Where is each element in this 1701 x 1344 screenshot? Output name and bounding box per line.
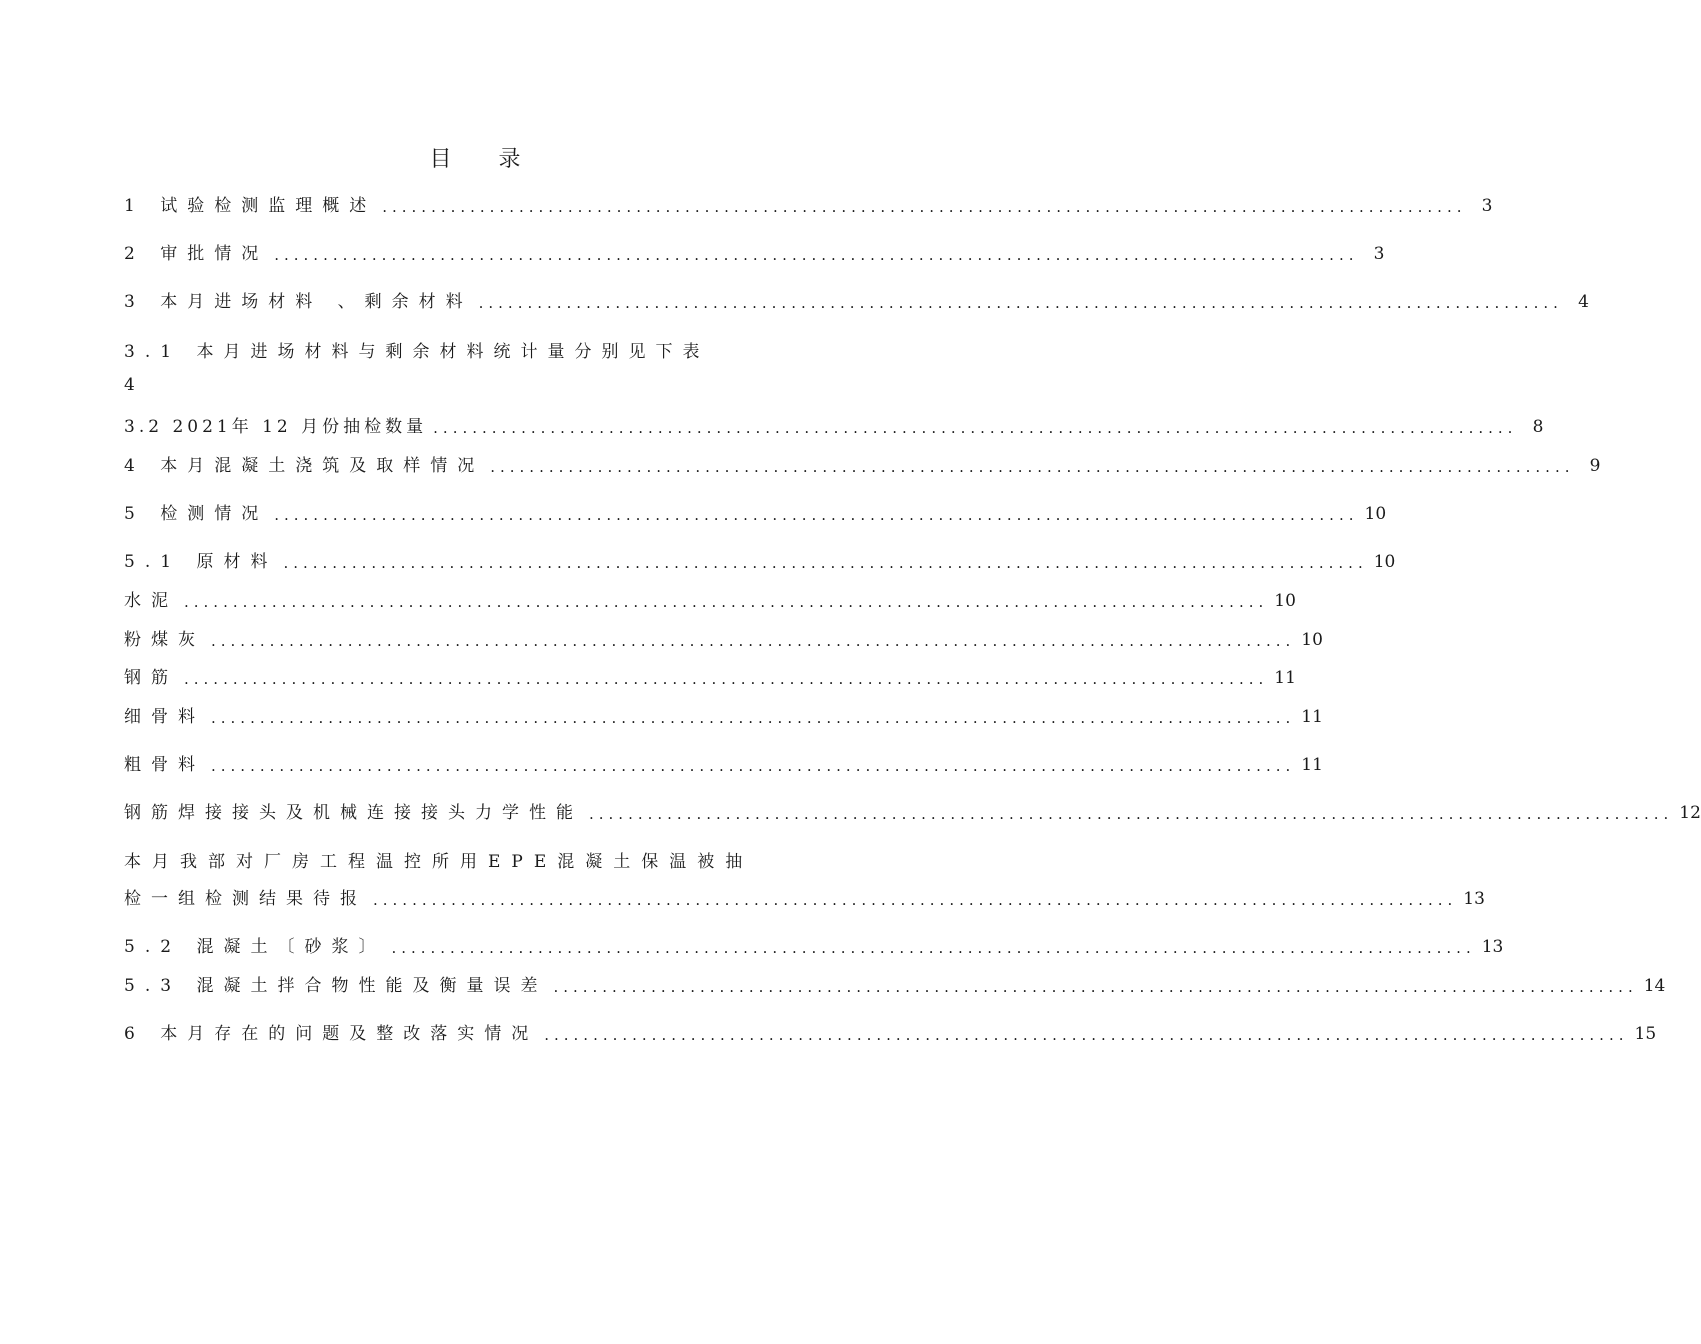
toc-entry[interactable] bbox=[124, 288, 1589, 312]
toc-leader-dots: ............................................................................................................... bbox=[274, 506, 1359, 524]
toc-entry-label: 3 本月进场材料 、剩余材料 bbox=[124, 292, 473, 312]
toc-entry-page: 14 bbox=[1643, 976, 1666, 996]
toc-entry-label: 钢筋焊接接头及机械连接接头力学性能 bbox=[124, 803, 583, 823]
toc-leader-dots: ............................................................................................................... bbox=[391, 939, 1476, 957]
toc-entry-label: 3.2 2021年 12 月份抽检数量 bbox=[124, 417, 428, 437]
toc-leader-dots: ............................................................................................................... bbox=[184, 670, 1269, 688]
toc-entry-page: 11 bbox=[1301, 755, 1323, 775]
toc-entry-page: 4 bbox=[124, 375, 145, 395]
toc-entry[interactable] bbox=[124, 240, 1385, 264]
toc-entry-label: 6 本月存在的问题及整改落实情况 bbox=[124, 1024, 539, 1044]
toc-leader-dots: ............................................................................................................... bbox=[283, 554, 1368, 572]
toc-leader-dots: ............................................................................................................... bbox=[589, 805, 1674, 823]
toc-leader-dots: ............................................................................................................... bbox=[553, 978, 1638, 996]
toc-entry-label: 5.1 原材料 bbox=[124, 552, 278, 572]
toc-leader-dots: ............................................................................................................... bbox=[544, 1026, 1629, 1044]
toc-leader-dots: ............................................................................................................... bbox=[490, 458, 1575, 476]
toc-entry-page: 10 bbox=[1364, 504, 1387, 524]
toc-entry-label: 4 本月混凝土浇筑及取样情况 bbox=[124, 456, 485, 476]
toc-leader-dots: ............................................................................................................... bbox=[274, 246, 1359, 264]
toc-entry[interactable] bbox=[124, 664, 1296, 688]
toc-entry-label-line2: 检一组检测结果待报 bbox=[124, 889, 367, 909]
toc-entry[interactable] bbox=[124, 751, 1323, 775]
toc-leader-dots: ............................................................................................................... bbox=[184, 593, 1269, 611]
toc-leader-dots: ............................................................................................................... bbox=[211, 709, 1296, 727]
toc-entry[interactable] bbox=[124, 1020, 1657, 1044]
toc-entry-label: 5.3 混凝土拌合物性能及衡量误差 bbox=[124, 976, 548, 996]
toc-entry-page: 4 bbox=[1578, 292, 1589, 312]
toc-entry[interactable] bbox=[124, 548, 1396, 572]
toc-entry-page: 11 bbox=[1274, 668, 1296, 688]
toc-entry-label: 2 审批情况 bbox=[124, 244, 269, 264]
toc-entry[interactable] bbox=[124, 933, 1504, 957]
toc-entry-label: 水泥 bbox=[124, 591, 178, 611]
toc-entry-label: 粉煤灰 bbox=[124, 630, 205, 650]
toc-leader-dots: ............................................................................................................... bbox=[478, 294, 1563, 312]
toc-title: 目 录 bbox=[429, 147, 541, 172]
toc-entry-label-line1[interactable]: 本月我部对厂房工程温控所用EPE混凝土保温被抽 bbox=[124, 852, 754, 872]
toc-leader-dots: ............................................................................................................... bbox=[433, 419, 1518, 437]
toc-entry-page: 11 bbox=[1301, 707, 1323, 727]
toc-entry-label: 5 检测情况 bbox=[124, 504, 269, 524]
toc-entry-label[interactable]: 3.1 本月进场材料与剩余材料统计量分别见下表 bbox=[124, 342, 710, 362]
toc-entry-label: 5.2 混凝土〔砂浆〕 bbox=[124, 937, 386, 957]
toc-entry-page: 13 bbox=[1463, 889, 1485, 909]
toc-entry[interactable] bbox=[124, 703, 1323, 727]
toc-entry[interactable] bbox=[124, 972, 1666, 996]
toc-entry[interactable] bbox=[124, 799, 1701, 823]
toc-entry-page: 8 bbox=[1532, 417, 1544, 437]
toc-entry-label: 粗骨料 bbox=[124, 755, 205, 775]
toc-entry[interactable] bbox=[124, 500, 1387, 524]
toc-leader-dots: ............................................................................................................... bbox=[382, 198, 1467, 216]
toc-entry[interactable] bbox=[124, 587, 1296, 611]
toc-entry[interactable] bbox=[124, 452, 1601, 476]
toc-entry[interactable] bbox=[124, 885, 1485, 909]
toc-entry-page: 12 bbox=[1679, 803, 1701, 823]
toc-entry[interactable] bbox=[124, 413, 1544, 437]
toc-leader-dots: ............................................................................................................... bbox=[211, 632, 1296, 650]
toc-entry-page: 13 bbox=[1481, 937, 1504, 957]
toc-entry-label: 钢筋 bbox=[124, 668, 178, 688]
toc-entry-page: 15 bbox=[1634, 1024, 1657, 1044]
toc-entry[interactable] bbox=[124, 192, 1493, 216]
toc-leader-dots: ............................................................................................................... bbox=[211, 757, 1296, 775]
toc-entry[interactable] bbox=[124, 626, 1323, 650]
toc-entry-page: 10 bbox=[1373, 552, 1396, 572]
toc-entry-page: 3 bbox=[1373, 244, 1385, 264]
toc-entry-page: 10 bbox=[1301, 630, 1323, 650]
toc-entry-page: 3 bbox=[1481, 196, 1493, 216]
toc-leader-dots: ............................................................................................................... bbox=[373, 891, 1458, 909]
toc-entry-page: 10 bbox=[1274, 591, 1296, 611]
toc-entry-page: 9 bbox=[1589, 456, 1601, 476]
toc-entry-label: 1 试验检测监理概述 bbox=[124, 196, 377, 216]
toc-entry-label: 细骨料 bbox=[124, 707, 205, 727]
